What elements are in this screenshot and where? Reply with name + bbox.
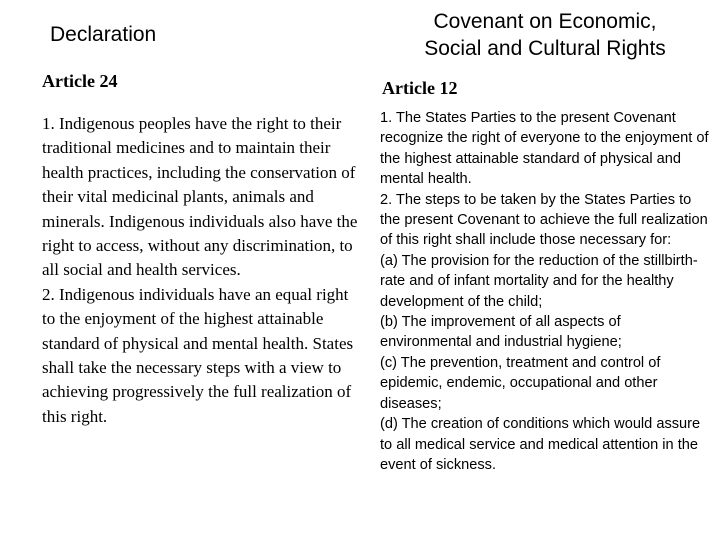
- covenant-item-c: (c) The prevention, treatment and control of epidemic, endemic, occupational and other diseases;: [380, 354, 661, 412]
- covenant-title-line-1: Covenant on Economic,: [433, 10, 657, 33]
- covenant-title-line-2: Social and Cultural Rights: [424, 37, 666, 60]
- covenant-body: [380, 108, 710, 475]
- declaration-article-heading: Article 24: [42, 71, 118, 91]
- covenant-article-heading: Article 12: [382, 78, 458, 98]
- covenant-paragraph-1: 1. The States Parties to the present Covenant recognize the right of everyone to the enjoyment of the highest attainable standard of physical and mental health.: [380, 110, 709, 188]
- covenant-column: [380, 8, 710, 475]
- declaration-title: Declaration: [50, 23, 157, 46]
- declaration-body: [42, 112, 360, 429]
- covenant-item-b: (b) The improvement of all aspects of environmental and industrial hygiene;: [380, 314, 622, 351]
- declaration-paragraph-1: 1. Indigenous peoples have the right to their traditional medicines and to maintain their health practices, including the conservation of their vital medicinal plants, animals and minerals. Indigenous individuals also have the right to access, without any discrimination, to all social and health services.: [42, 114, 358, 280]
- covenant-title: [380, 8, 710, 62]
- declaration-column: [42, 18, 360, 429]
- covenant-item-a: (a) The provision for the reduction of the stillbirth-rate and of infant mortality and for the healthy development of the child;: [380, 252, 698, 310]
- covenant-paragraph-2: 2. The steps to be taken by the States Parties to the present Covenant to achieve the full realization of this right shall include those necessary for:: [380, 191, 708, 249]
- declaration-paragraph-2: 2. Indigenous individuals have an equal right to the enjoyment of the highest attainable standard of physical and mental health. States shall take the necessary steps with a view to achieving progressively the full realization of this right.: [42, 284, 354, 426]
- covenant-item-d: (d) The creation of conditions which would assure to all medical service and medical attention in the event of sickness.: [380, 416, 701, 473]
